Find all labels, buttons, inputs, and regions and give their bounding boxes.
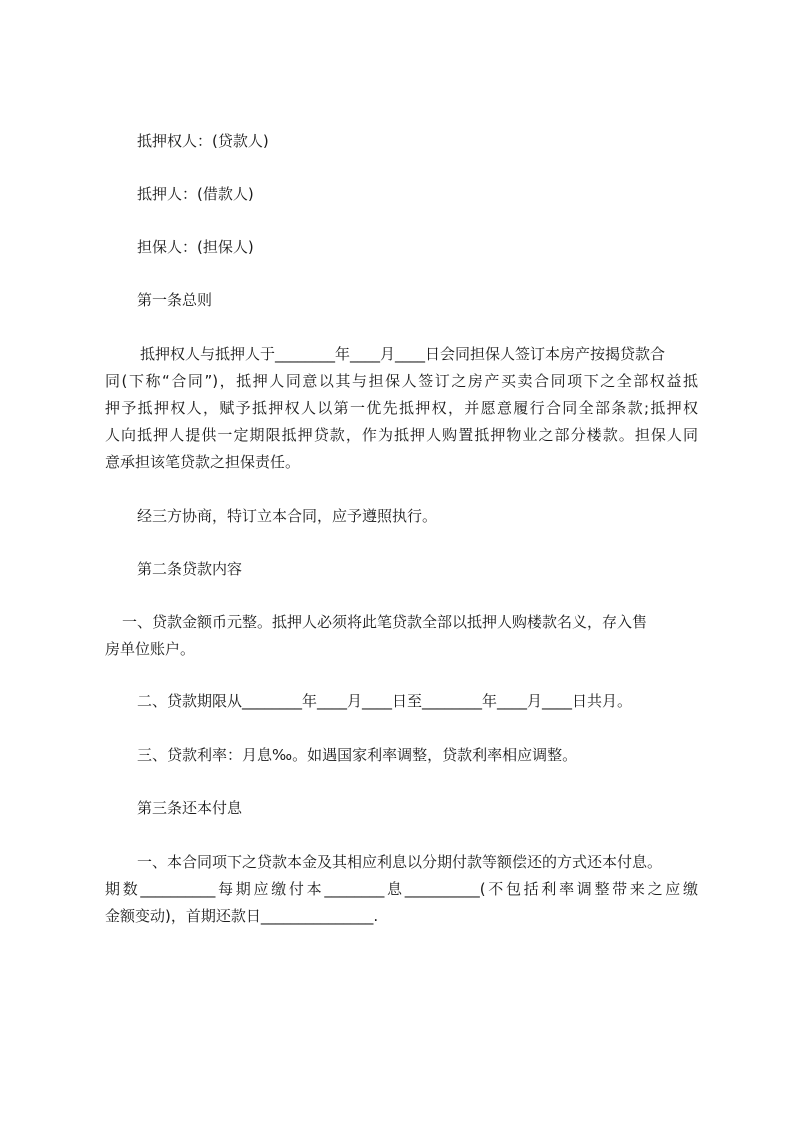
article3-line-3: 金额变动)，首期还款日_______________. [105,907,379,925]
guarantor-line: 担保人：(担保人) [137,238,254,256]
article2-item3: 三、贷款利率：月息‰。如遇国家利率调整，贷款利率相应调整。 [137,746,578,764]
article1-paragraph-line-1: 抵押权人与抵押人于________年____月____日会同担保人签订本房产按揭贷款合 [140,345,666,363]
article1-paragraph-line-3: 押予抵押权人，赋予抵押权人以第一优先抵押权，并愿意履行合同全部条款;抵押权 [105,399,698,417]
article1-paragraph-line-4: 人向抵押人提供一定期限抵押贷款，作为抵押人购置抵押物业之部分楼款。担保人同 [105,426,698,444]
article3-line-1: 一、本合同项下之贷款本金及其相应利息以分期付款等额偿还的方式还本付息。 [137,853,663,871]
article1-heading: 第一条总则 [137,291,213,309]
article3-heading: 第三条还本付息 [137,799,243,817]
article2-item1-line-2: 房单位账户。 [105,640,196,658]
article2-item1-line-1: 一、贷款金额币元整。抵押人必须将此笔贷款全部以抵押人购楼款名义，存入售 [122,613,648,631]
article3-line-2: 期数__________每期应缴付本________息__________(不包括利率调整带来之应缴 [105,880,698,898]
agreement-line: 经三方协商，特订立本合同，应予遵照执行。 [137,507,438,525]
article2-item2: 二、贷款期限从________年____月____日至________年____月____日共月。 [137,692,633,710]
mortgagee-line: 抵押权人：(贷款人) [137,132,269,150]
article1-paragraph-line-2: 同(下称“合同”)，抵押人同意以其与担保人签订之房产买卖合同项下之全部权益抵 [105,372,698,390]
article1-paragraph-line-5: 意承担该笔贷款之担保责任。 [105,453,301,471]
article2-heading: 第二条贷款内容 [137,560,243,578]
mortgagor-line: 抵押人：(借款人) [137,185,254,203]
